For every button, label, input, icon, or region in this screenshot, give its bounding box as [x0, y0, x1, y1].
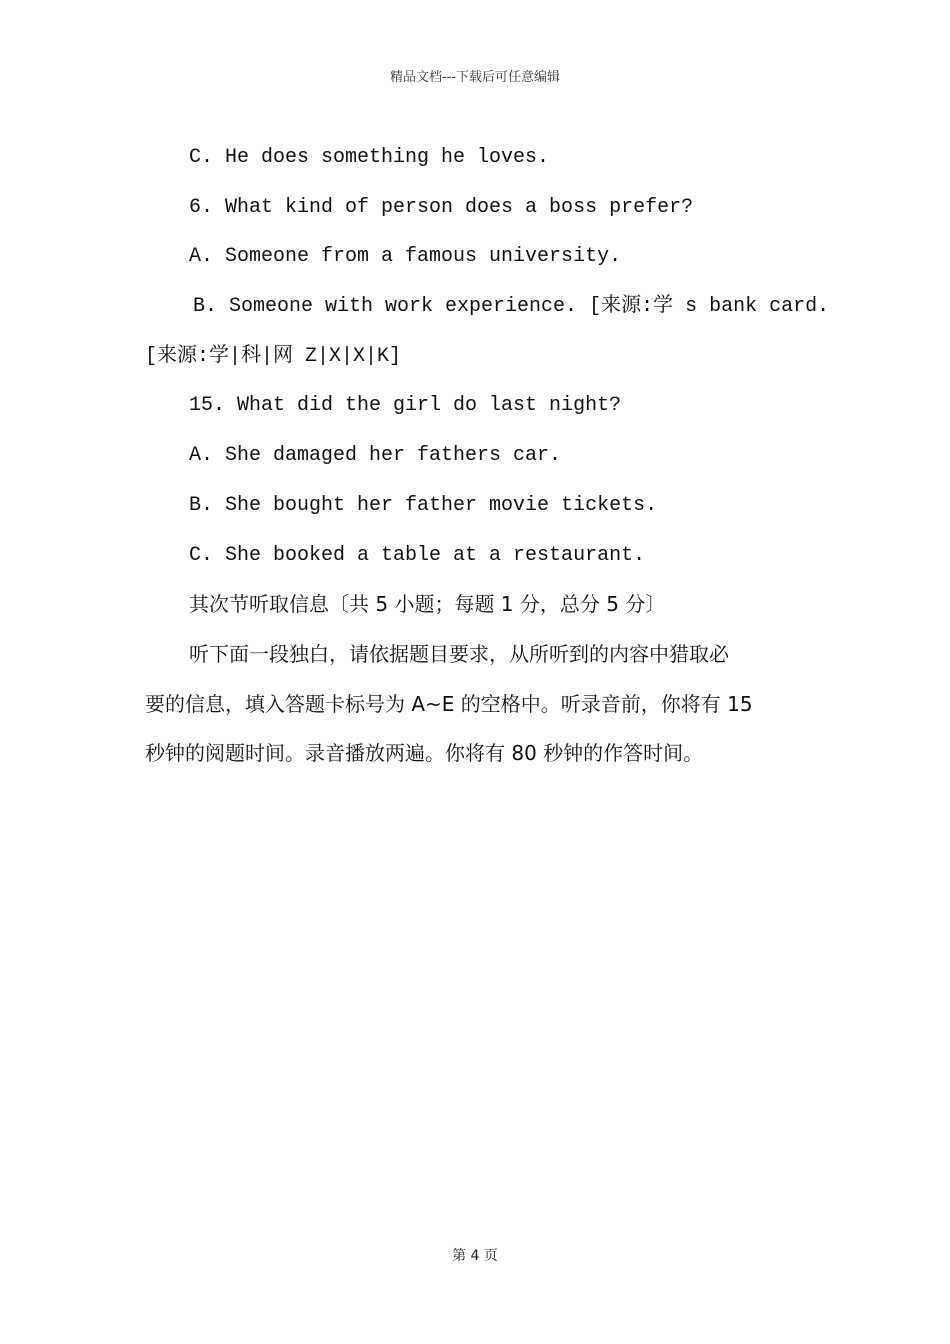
- option-a-q15: A. She damaged her fathers car.: [189, 444, 562, 468]
- question-15: 15. What did the girl do last night?: [189, 394, 622, 418]
- instruction-line-3: 秒钟的阅题时间。录音播放两遍。你将有 80 秒钟的作答时间。: [145, 741, 704, 766]
- option-b-q15: B. She bought her father movie tickets.: [189, 493, 658, 517]
- instruction-line-2: 要的信息，填入答题卡标号为 A~E 的空格中。听录音前，你将有 15: [145, 691, 753, 716]
- option-c-q5: C. He does something he loves.: [189, 146, 550, 169]
- page-header: 精品文档---下载后可任意编辑: [389, 70, 561, 85]
- document-body: [145, 133, 830, 779]
- option-a-q6: A. Someone from a famous university.: [189, 245, 622, 269]
- section-heading: 其次节听取信息〔共 5 小题；每题 1 分，总分 5 分〕: [189, 592, 666, 617]
- option-c-q15: C. She booked a table at a restaurant.: [189, 543, 646, 567]
- source-note: [来源:学|科|网 Z|X|X|K]: [145, 344, 402, 368]
- instruction-line-1: 听下面一段独白，请依据题目要求，从所听到的内容中猎取必: [189, 641, 729, 666]
- question-6: 6. What kind of person does a boss prefer?: [189, 195, 694, 219]
- option-b-q6: B. Someone with work experience. [来源:学 s bank card.: [193, 295, 830, 319]
- page-number: 第 4 页: [452, 1248, 498, 1264]
